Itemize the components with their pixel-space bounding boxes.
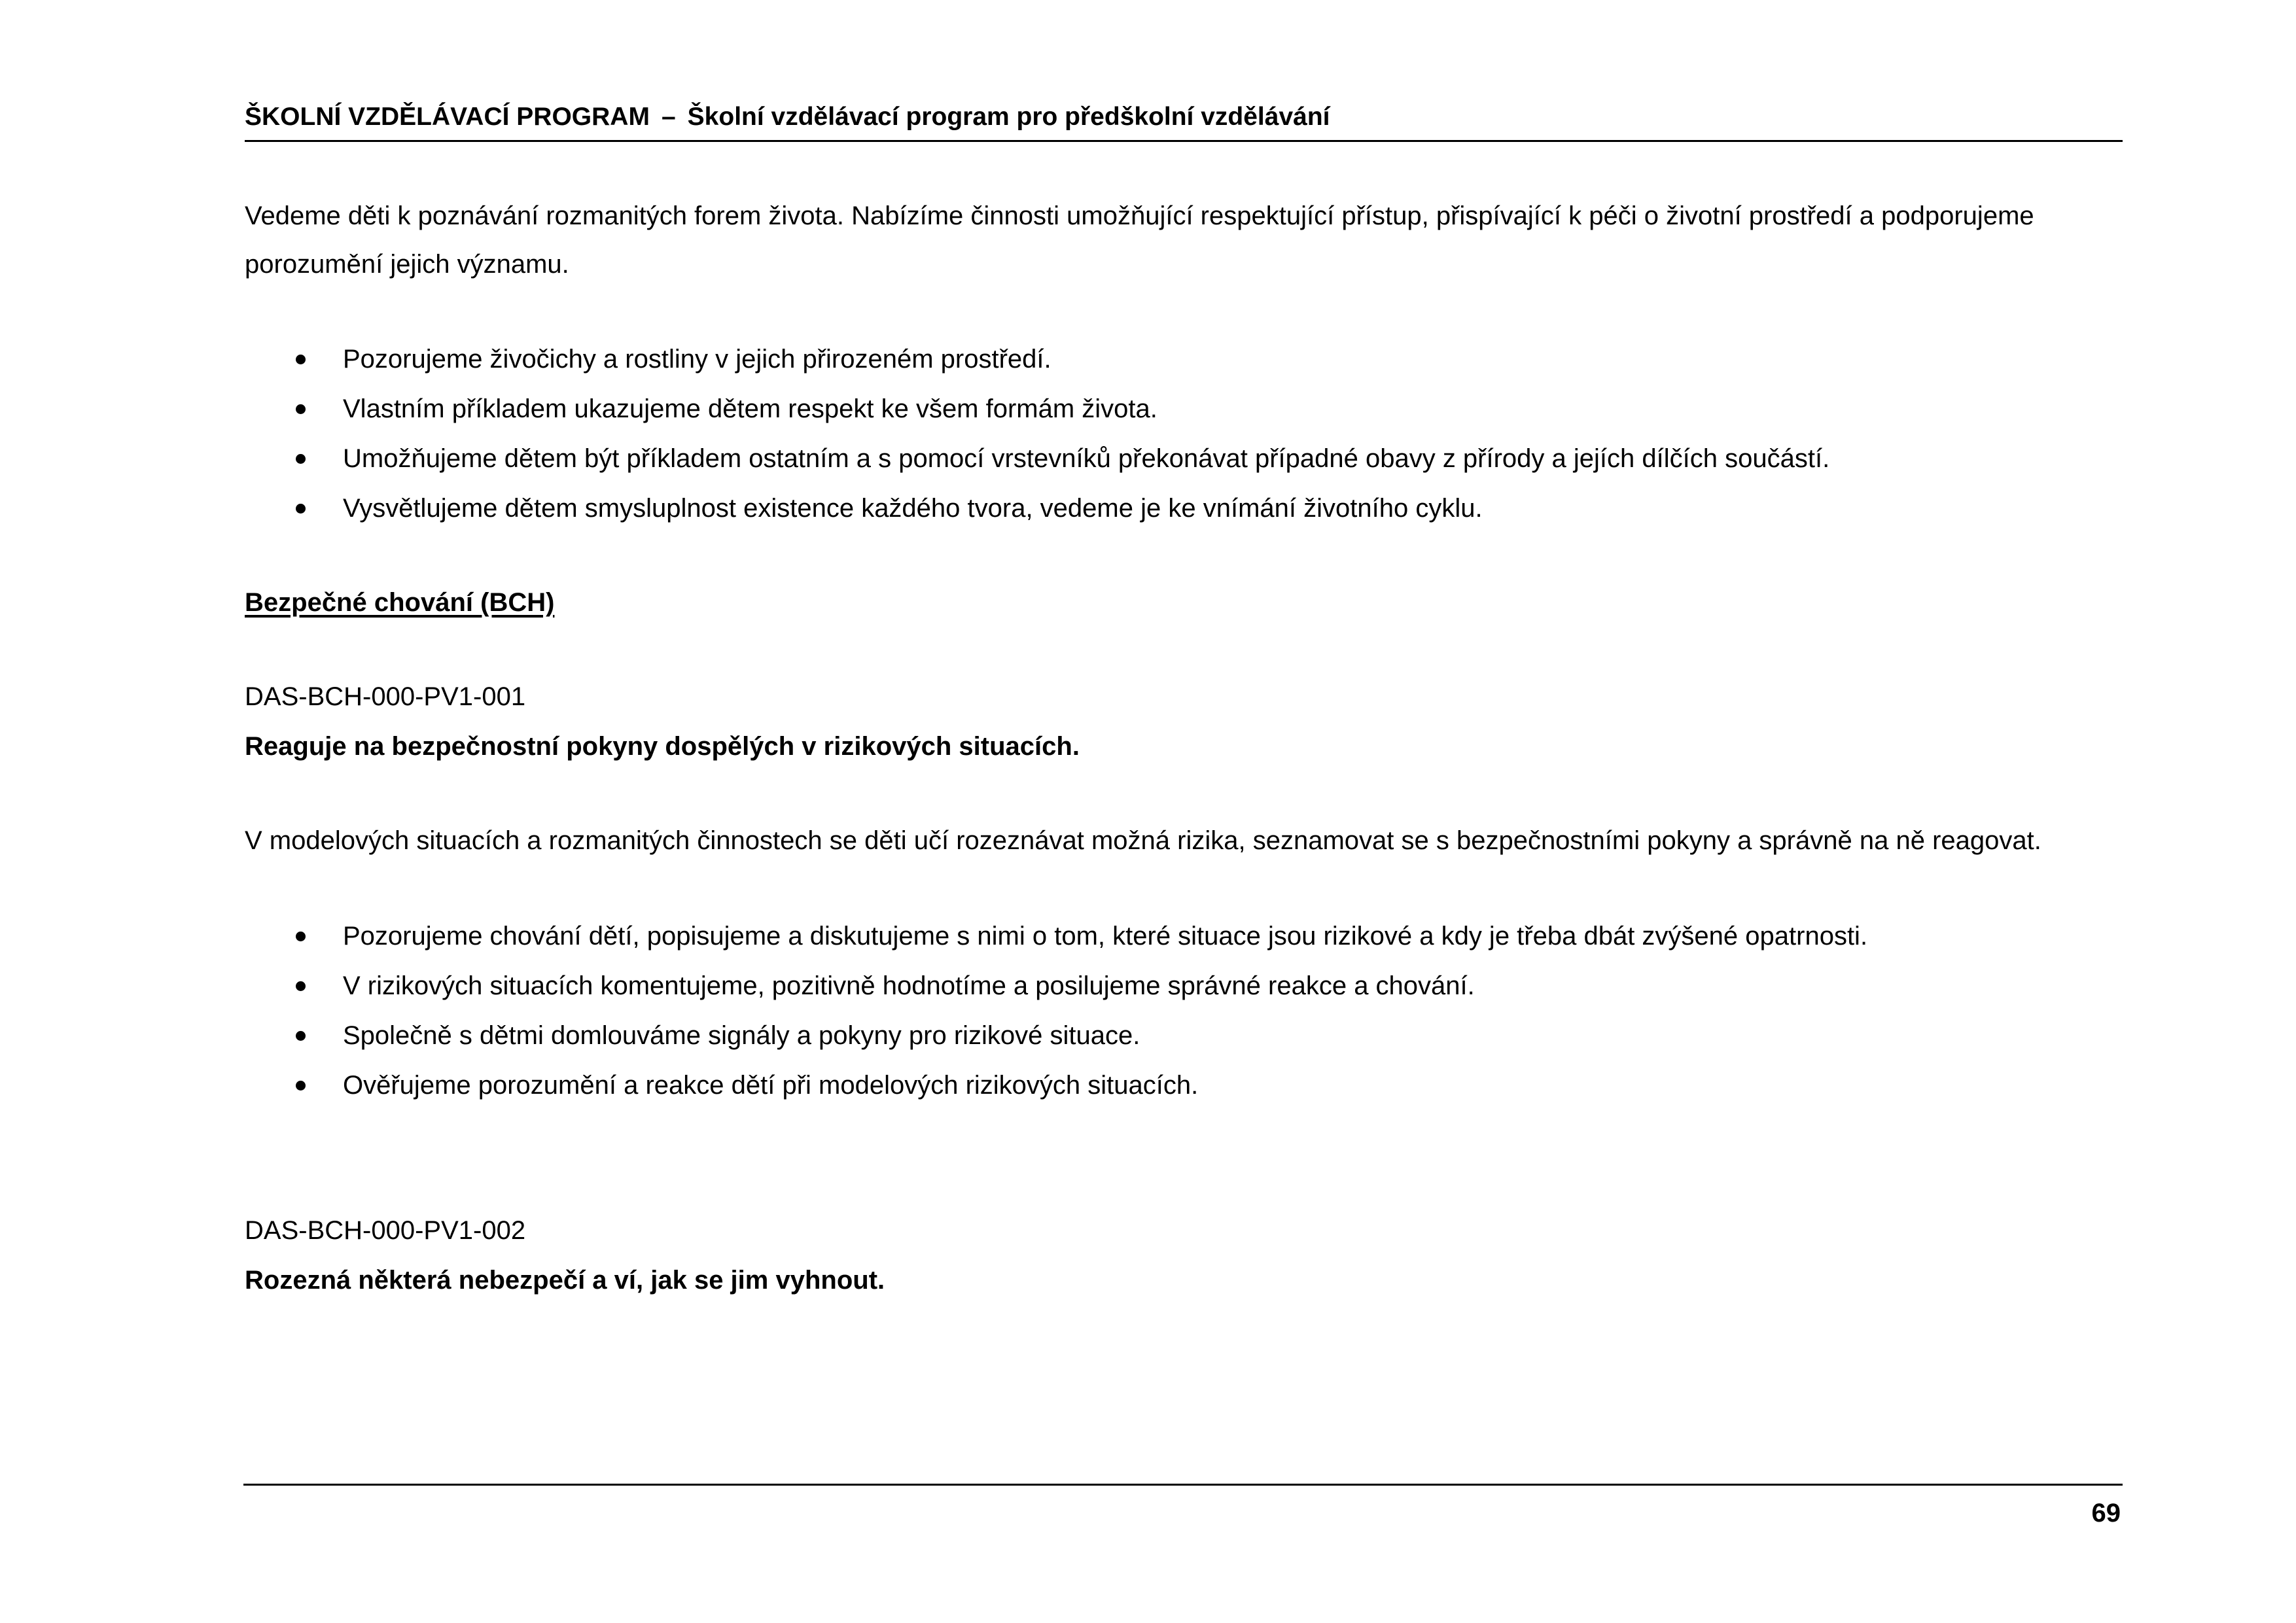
bullet-icon <box>296 504 306 514</box>
outcome-description: V modelových situacích a rozmanitých činnostech se děti učí rozeznávat možná rizika, seznamovat se s bezpečnostními pokyny a správně na ně reagovat. <box>245 826 2041 855</box>
list-item-text: Ověřujeme porozumění a reakce dětí při modelových rizikových situacích. <box>343 1071 1199 1100</box>
list-item <box>245 961 2129 1011</box>
page-content <box>245 192 2129 1305</box>
outcome-code: DAS-BCH-000-PV1-002 <box>245 1216 526 1245</box>
outcome-goal: Rozezná některá nebezpečí a ví, jak se jim vyhnout. <box>245 1266 885 1295</box>
intro-bullet-list <box>245 334 2129 533</box>
list-item-text: Pozorujeme chování dětí, popisujeme a diskutujeme s nimi o tom, které situace jsou rizikové a kdy je třeba dbát zvýšené opatrnosti. <box>343 922 1868 951</box>
spacer <box>245 627 2129 672</box>
header-separator: – <box>661 103 676 131</box>
list-item <box>245 334 2129 384</box>
list-item <box>245 1011 2129 1060</box>
list-item-text: Společně s dětmi domlouváme signály a pokyny pro rizikové situace. <box>343 1021 1140 1050</box>
bullet-icon <box>296 1031 306 1041</box>
list-item-text: Pozorujeme živočichy a rostliny v jejich přirozeném prostředí. <box>343 345 1051 374</box>
bullet-icon <box>296 454 306 464</box>
footer-divider <box>243 1484 2123 1486</box>
spacer <box>245 865 2129 911</box>
list-item-text: Vlastním příkladem ukazujeme dětem respekt ke všem formám života. <box>343 394 1157 423</box>
section-title: Bezpečné chování (BCH) <box>245 588 555 617</box>
spacer <box>245 288 2129 334</box>
page-header <box>245 98 2123 142</box>
list-item <box>245 483 2129 533</box>
page-number: 69 <box>2091 1499 2121 1527</box>
list-item <box>245 434 2129 483</box>
header-subtitle: Školní vzdělávací program pro předškolní vzdělávání <box>687 103 1330 131</box>
bullet-icon <box>296 404 306 414</box>
outcome-bullet-list <box>245 911 2129 1110</box>
spacer <box>245 771 2129 816</box>
spacer <box>245 1110 2129 1206</box>
list-item <box>245 384 2129 434</box>
bullet-icon <box>296 981 306 991</box>
header-program-title: ŠKOLNÍ VZDĚLÁVACÍ PROGRAM <box>245 103 650 131</box>
spacer <box>245 533 2129 578</box>
outcome-code: DAS-BCH-000-PV1-001 <box>245 682 526 711</box>
list-item-text: Umožňujeme dětem být příkladem ostatním a s pomocí vrstevníků překonávat případné obavy z přírody a jejích dílčích součástí. <box>343 444 1830 473</box>
bullet-icon <box>296 932 306 941</box>
list-item-text: Vysvětlujeme dětem smysluplnost existence každého tvora, vedeme je ke vnímání životního cyklu. <box>343 494 1483 523</box>
bullet-icon <box>296 1081 306 1091</box>
outcome-goal: Reaguje na bezpečnostní pokyny dospělých v rizikových situacích. <box>245 732 1080 761</box>
intro-paragraph: Vedeme děti k poznávání rozmanitých forem života. Nabízíme činnosti umožňující respektující přístup, přispívající k péči o životní prostředí a podporujeme porozumění jejich významu. <box>245 201 2034 279</box>
list-item <box>245 911 2129 961</box>
list-item <box>245 1060 2129 1110</box>
bullet-icon <box>296 355 306 364</box>
list-item-text: V rizikových situacích komentujeme, pozitivně hodnotíme a posilujeme správné reakce a chování. <box>343 971 1475 1000</box>
